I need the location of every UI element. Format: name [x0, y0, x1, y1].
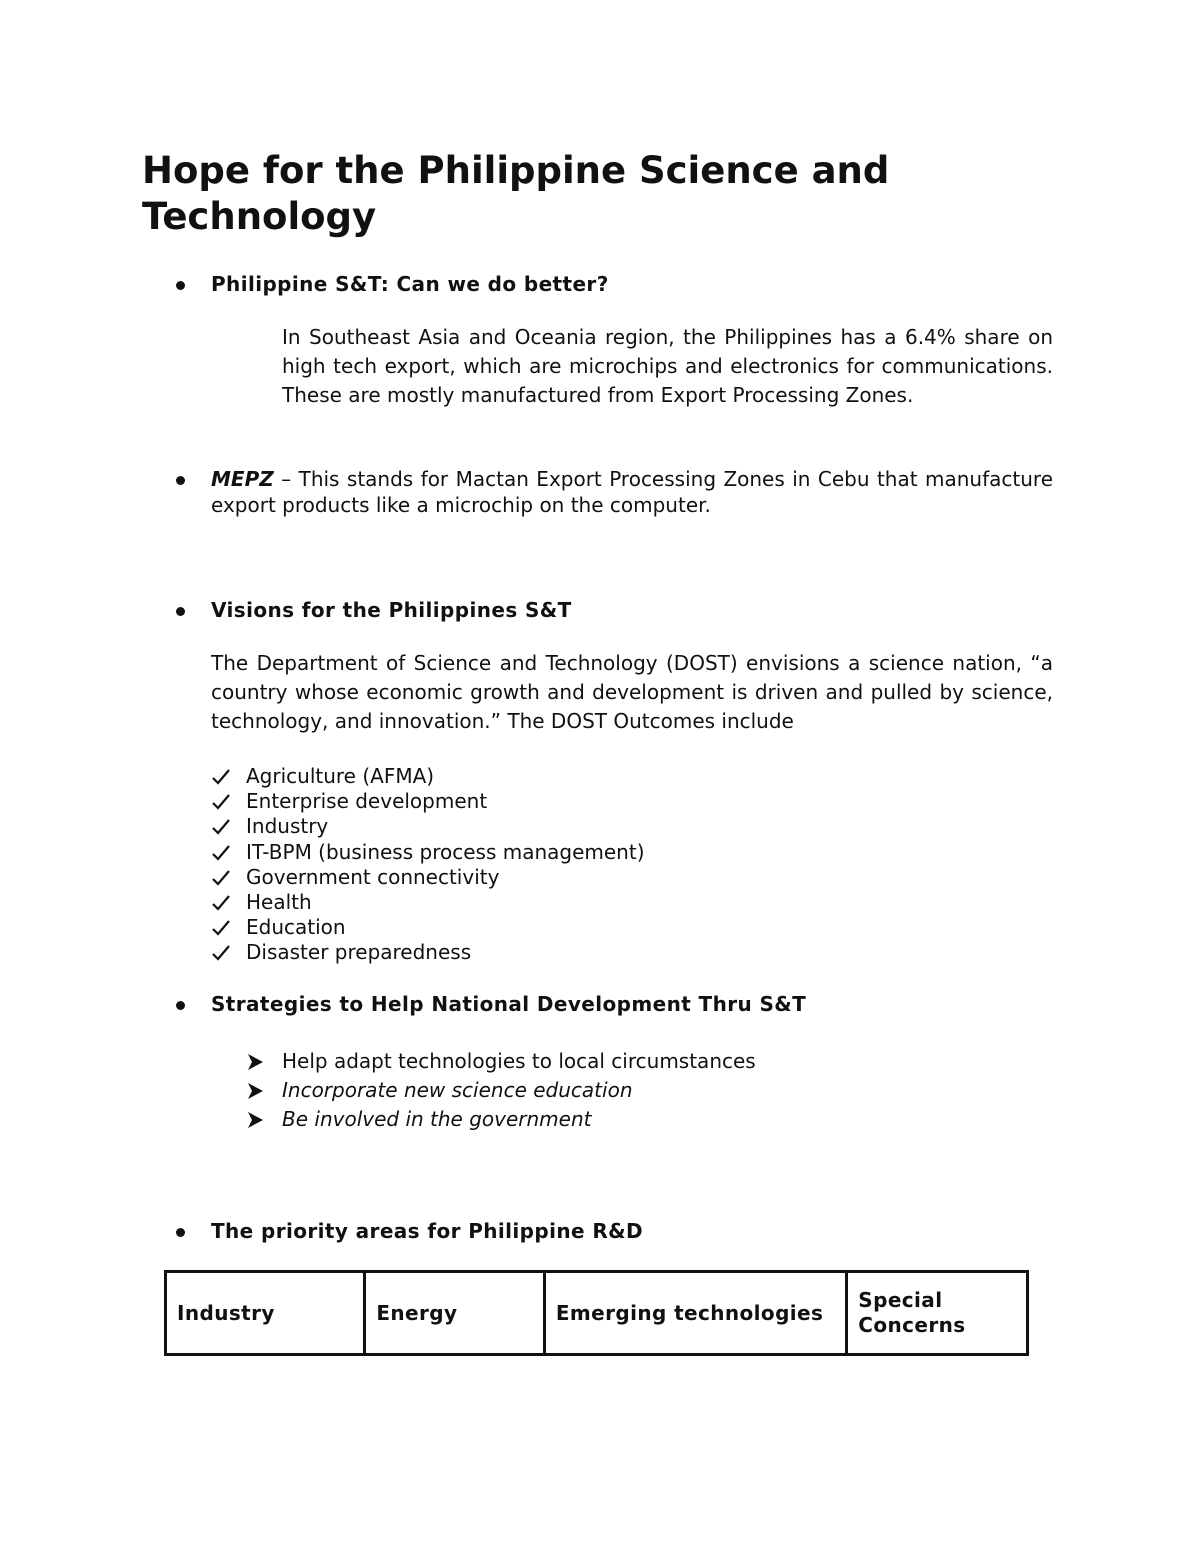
paragraph-high-tech-export: In Southeast Asia and Oceania region, the Philippines has a 6.4% share on high tech export, which are microchips and electronics for communications. These are mostly manufactured from Export Processing Zones. [282, 325, 1053, 407]
table-cell-industry: Industry [166, 1272, 365, 1355]
table-cell-energy: Energy [365, 1272, 545, 1355]
list-item: Be involved in the government [246, 1105, 756, 1134]
list-item: Disaster preparedness [211, 940, 645, 965]
paragraph-mepz [211, 466, 1053, 518]
checkmark-icon [211, 890, 231, 915]
arrowhead-icon [246, 1082, 264, 1100]
paragraph-dost-vision: The Department of Science and Technology (DOST) envisions a science nation, “a country whose economic growth and development is driven and pulled by science, technology, and innovation.” The DOST Outcomes include [211, 651, 1053, 733]
strategies-list [246, 1047, 756, 1134]
arrowhead-icon [246, 1053, 264, 1071]
checkmark-icon [211, 789, 231, 814]
list-item: Education [211, 915, 645, 940]
bullet-icon [176, 476, 185, 485]
table-cell-special-concerns: Special Concerns [847, 1272, 1028, 1355]
checkmark-icon [211, 940, 231, 965]
mepz-term: MEPZ [211, 467, 274, 491]
mepz-definition: – This stands for Mactan Export Processing Zones in Cebu that manufacture export products like a microchip on the computer. [211, 467, 1053, 517]
section-heading-visions: Visions for the Philippines S&T [211, 598, 572, 622]
checkmark-icon [211, 814, 231, 839]
table-row [166, 1272, 1028, 1355]
bullet-icon [176, 281, 185, 290]
list-item: IT-BPM (business process management) [211, 840, 645, 865]
section-heading-strategies: Strategies to Help National Development Thru S&T [211, 992, 807, 1016]
dost-outcomes-list [211, 764, 645, 966]
document-title: Hope for the Philippine Science and Technology [142, 149, 890, 238]
list-item: Industry [211, 814, 645, 839]
checkmark-icon [211, 915, 231, 940]
list-item: Help adapt technologies to local circumstances [246, 1047, 756, 1076]
checkmark-icon [211, 840, 231, 865]
list-item: Government connectivity [211, 865, 645, 890]
checkmark-icon [211, 764, 231, 789]
bullet-icon [176, 1001, 185, 1010]
arrowhead-icon [246, 1111, 264, 1129]
bullet-icon [176, 1228, 185, 1237]
list-item: Incorporate new science education [246, 1076, 756, 1105]
bullet-icon [176, 607, 185, 616]
table-cell-emerging-technologies: Emerging technologies [544, 1272, 846, 1355]
priority-areas-table [164, 1270, 1029, 1356]
section-heading-priority-areas: The priority areas for Philippine R&D [211, 1219, 643, 1243]
section-heading-can-we-do-better: Philippine S&T: Can we do better? [211, 272, 609, 296]
list-item: Health [211, 890, 645, 915]
list-item: Enterprise development [211, 789, 645, 814]
list-item: Agriculture (AFMA) [211, 764, 645, 789]
checkmark-icon [211, 865, 231, 890]
